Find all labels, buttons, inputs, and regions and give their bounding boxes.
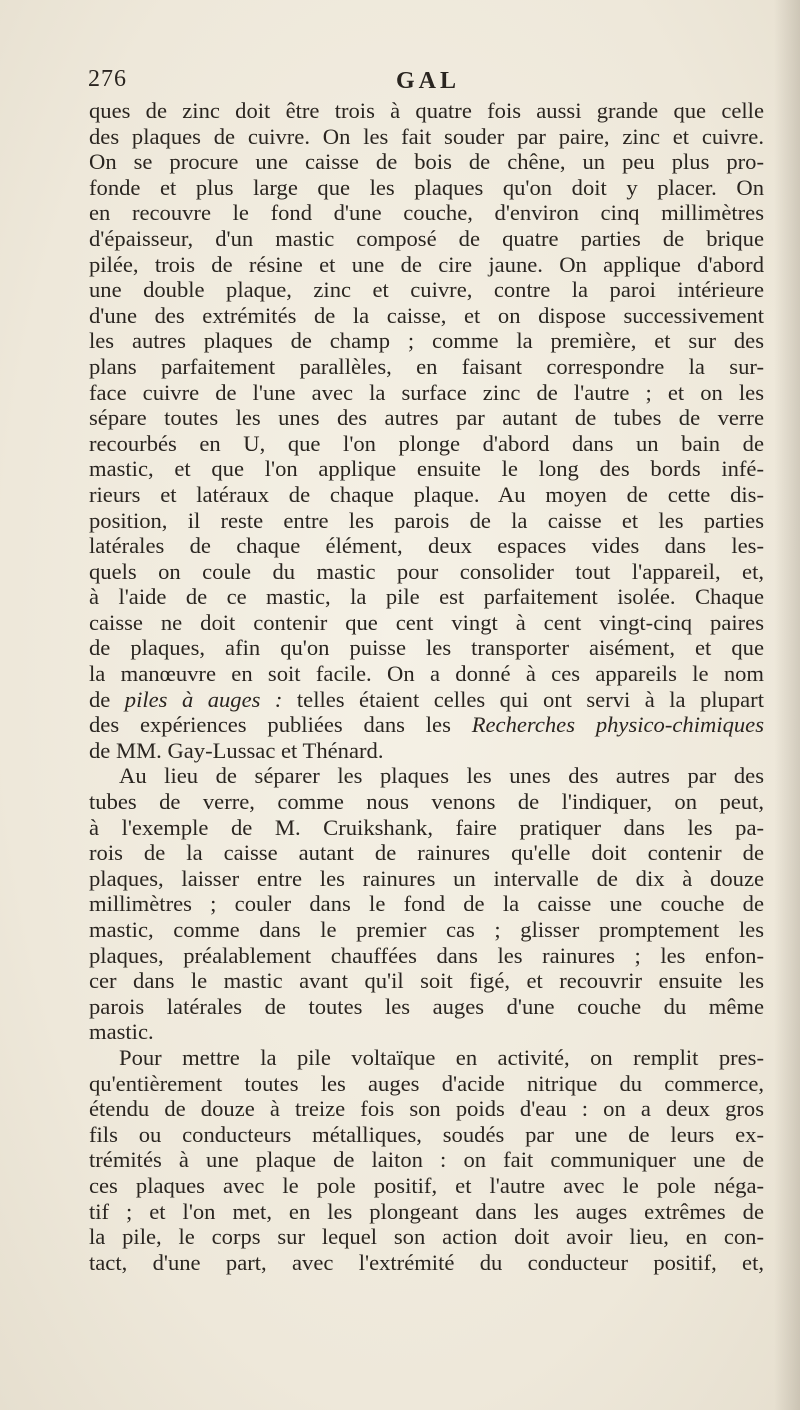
- italic-term: piles à auges :: [124, 686, 283, 712]
- text-line-with-italic: [89, 712, 764, 738]
- text-line: ces plaques avec le pole positif, et l'autre avec le pole néga-: [89, 1172, 764, 1198]
- italic-title: Recherches physico-chimiques: [471, 712, 764, 738]
- text-line: cer dans le mastic avant qu'il soit figé, et recouvrir ensuite les: [89, 968, 764, 994]
- page-number: 276: [88, 66, 127, 92]
- text-line: pilée, trois de résine et une de cire jaune. On applique d'abord: [89, 251, 764, 277]
- text-line: de plaques, afin qu'on puisse les transporter aisément, et que: [89, 635, 764, 661]
- text-line: millimètres ; couler dans le fond de la caisse une couche de: [89, 891, 764, 917]
- text-line: plaques, laisser entre les rainures un intervalle de dix à douze: [89, 865, 764, 891]
- text-line: à l'exemple de M. Cruikshank, faire pratiquer dans les pa-: [89, 814, 764, 840]
- text-line: position, il reste entre les parois de la caisse et les parties: [89, 507, 764, 533]
- text-line: la manœuvre en soit facile. On a donné à ces appareils le nom: [89, 661, 764, 687]
- text-line: mastic, comme dans le premier cas ; glisser promptement les: [89, 917, 764, 942]
- text-line: face cuivre de l'une avec la surface zinc de l'autre ; et on les: [89, 379, 764, 405]
- text-line: sépare toutes les unes des autres par autant de tubes de verre: [89, 405, 764, 431]
- text-line: Pour mettre la pile voltaïque en activité, on remplit pres-: [119, 1044, 764, 1070]
- text-line: On se procure une caisse de bois de chêne, un peu plus pro-: [89, 149, 764, 175]
- text-line: caisse ne doit contenir que cent vingt à cent vingt-cinq paires: [89, 609, 764, 635]
- text-line: une double plaque, zinc et cuivre, contre la paroi intérieure: [89, 277, 764, 303]
- text-line: quels on coule du mastic pour consolider tout l'appareil, et,: [89, 558, 764, 584]
- text-line: plaques, préalablement chauffées dans les rainures ; les enfon-: [89, 942, 764, 968]
- text-line: parois latérales de toutes les auges d'une couche du même: [89, 993, 764, 1019]
- text-line: rieurs et latéraux de chaque plaque. Au moyen de cette dis-: [89, 481, 764, 507]
- text-line: Au lieu de séparer les plaques les unes des autres par des: [119, 763, 764, 789]
- text-line: trémités à une plaque de laiton : on fait communiquer une de: [89, 1147, 764, 1173]
- text-line: qu'entièrement toutes les auges d'acide nitrique du commerce,: [89, 1070, 764, 1096]
- text-line: mastic, et que l'on applique ensuite le long des bords infé-: [89, 456, 764, 482]
- text-line: tubes de verre, comme nous venons de l'indiquer, on peut,: [89, 789, 764, 815]
- text-line: la pile, le corps sur lequel son action doit avoir lieu, en con-: [89, 1224, 764, 1250]
- text-line: de MM. Gay-Lussac et Thénard.: [89, 737, 384, 763]
- text-line: plans parfaitement parallèles, en faisant correspondre la sur-: [89, 353, 764, 379]
- text-line: fils ou conducteurs métalliques, soudés par une de leurs ex-: [89, 1121, 764, 1147]
- text-line: des plaques de cuivre. On les fait souder par paire, zinc et cuivre.: [89, 123, 764, 149]
- text-line: d'une des extrémités de la caisse, et on dispose successivement: [89, 302, 764, 328]
- body-text: [89, 98, 764, 1275]
- text-line: d'épaisseur, d'un mastic composé de quatre parties de brique: [89, 225, 764, 251]
- text-segment: des expériences publiées dans les: [89, 712, 472, 738]
- text-line: tif ; et l'on met, en les plongeant dans les auges extrêmes de: [89, 1198, 764, 1224]
- text-line-with-italic: [89, 687, 764, 713]
- text-segment: telles étaient celles qui ont servi à la plupart: [282, 686, 764, 712]
- page-header: [88, 62, 768, 102]
- text-line: rois de la caisse autant de rainures qu'elle doit contenir de: [89, 840, 764, 866]
- text-line: ques de zinc doit être trois à quatre fois aussi grande que celle: [89, 98, 764, 123]
- text-line: en recouvre le fond d'une couche, d'environ cinq millimètres: [89, 200, 764, 226]
- text-line: recourbés en U, que l'on plonge d'abord dans un bain de: [89, 430, 764, 456]
- text-line: latérales de chaque élément, deux espaces vides dans les-: [89, 533, 764, 559]
- page-edge-shadow: [774, 0, 800, 1410]
- running-head: GAL: [395, 68, 460, 94]
- text-line: les autres plaques de champ ; comme la première, et sur des: [89, 328, 764, 354]
- text-line: à l'aide de ce mastic, la pile est parfaitement isolée. Chaque: [89, 584, 764, 610]
- text-segment: de: [89, 686, 125, 712]
- text-line: mastic.: [89, 1019, 154, 1045]
- text-line: étendu de douze à treize fois son poids d'eau : on a deux gros: [89, 1096, 764, 1122]
- text-line: fonde et plus large que les plaques qu'on doit y placer. On: [89, 174, 764, 200]
- text-line: tact, d'une part, avec l'extrémité du conducteur positif, et,: [89, 1249, 764, 1275]
